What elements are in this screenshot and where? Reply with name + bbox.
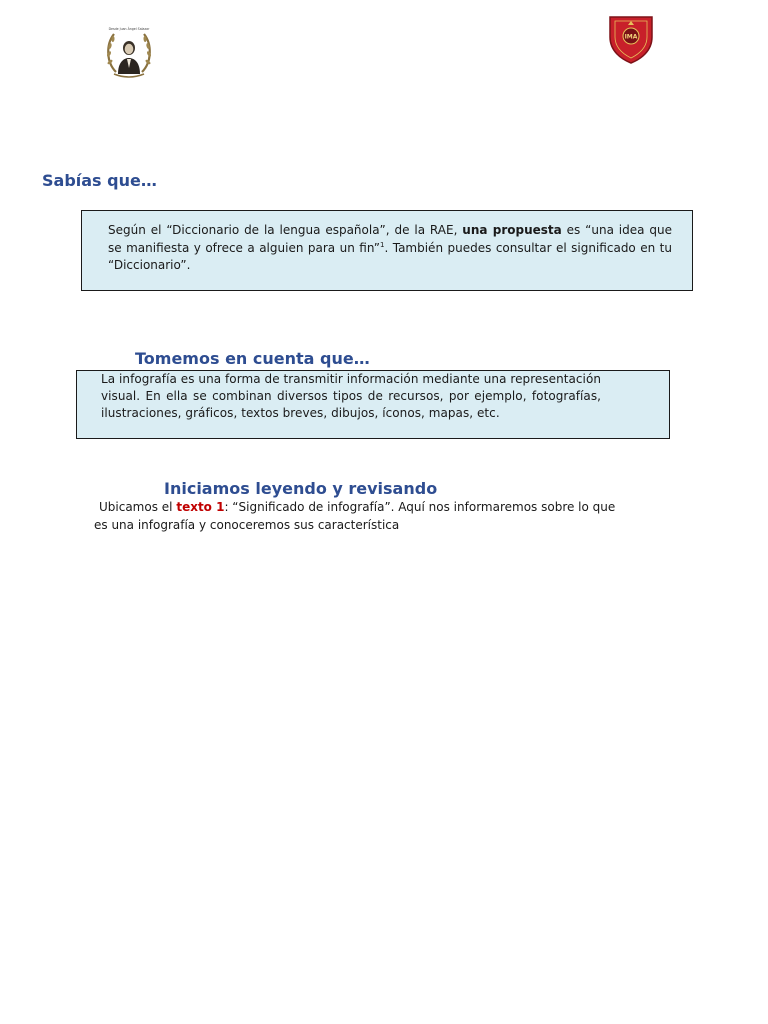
red-shield-logo-icon <box>606 13 656 65</box>
definition-box <box>81 210 693 291</box>
reading-instructions <box>94 498 624 534</box>
text-reference-highlight: texto 1 <box>176 500 225 514</box>
school-portrait-logo <box>104 22 154 80</box>
portrait-laurel-logo-icon <box>104 22 154 80</box>
section-heading-tomemos: Tomemos en cuenta que… <box>135 349 370 368</box>
svg-text:IMA: IMA <box>624 33 638 41</box>
definition-bold-term: una propuesta <box>462 223 562 237</box>
footnote-marker: 1 <box>379 240 385 249</box>
section-heading-iniciamos: Iniciamos leyendo y revisando <box>164 479 438 498</box>
definition-text-start: Según el “Diccionario de la lengua española”, de la RAE, <box>108 223 463 237</box>
infographic-note-box <box>76 370 670 439</box>
infographic-note-text: La infografía es una forma de transmitir información mediante una representación visual. En ella se combinan diversos tipos de recursos, por ejemplo, fotografías, ilustraciones, gráficos, textos breves, dibujos, íconos, mapas, etc. <box>101 372 601 420</box>
school-shield-logo <box>606 13 656 65</box>
definition-text-middle: es “una idea que se manifiesta y ofrece a alguien para un fin” <box>108 223 672 255</box>
svg-text:Desde Juan Ángel Salazar: Desde Juan Ángel Salazar <box>108 27 150 31</box>
instructions-text-end: : “Significado de infografía”. Aquí nos informaremos sobre lo que es una infografía y conoceremos sus característica <box>94 500 616 532</box>
definition-paragraph <box>108 222 672 275</box>
instructions-text-start: Ubicamos el <box>99 500 177 514</box>
definition-text-end: . También puedes consultar el significado en tu “Diccionario”. <box>108 240 672 272</box>
section-heading-sabias: Sabías que… <box>42 171 157 190</box>
